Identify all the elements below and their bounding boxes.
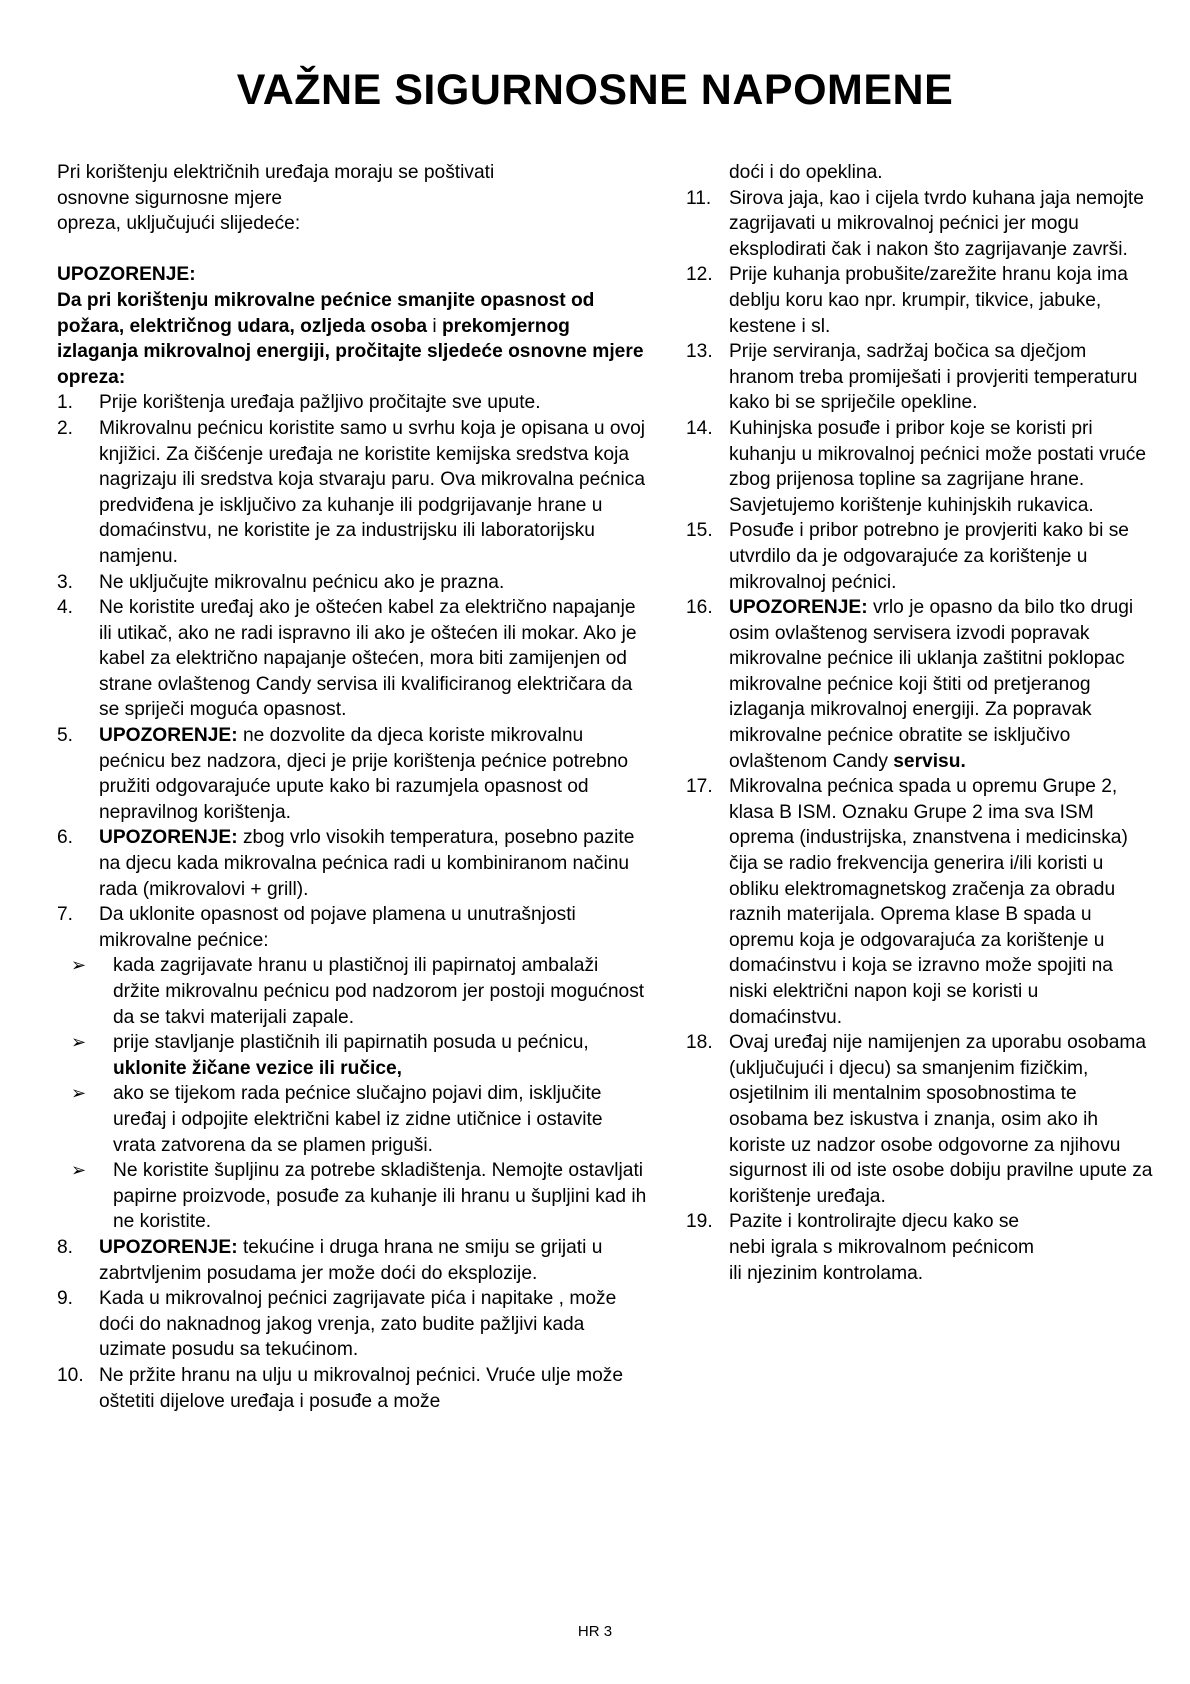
bullet-item: ➢ Ne koristite šupljinu za potrebe skladištenja. Nemojte ostavljati papirne proizvode, posuđe za kuhanje ili hranu u šupljini kad ih ne koristite. bbox=[71, 1160, 647, 1233]
list-item: 10. Ne pržite hranu na ulju u mikrovalnoj pećnici. Vruće ulje može oštetiti dijelove uređaja i posuđe a može bbox=[57, 1364, 624, 1412]
right-column bbox=[686, 160, 1156, 1286]
list-item: 4. Ne koristite uređaj ako je oštećen kabel za električno napajanje ili utikač, ako ne radi ispravno ili ako je oštećen ili mokar. Ako je kabel za električno napajanje oštećen, mora biti zamijenjen od strane ovlaštenog Candy servisa ili kvalificiranog električara da se spriječi moguća opasnost. bbox=[57, 597, 637, 721]
warning-heading: UPOZORENJE: bbox=[57, 264, 196, 286]
list-item: 1. Prije korištenja uređaja pažljivo pročitajte sve upute. bbox=[57, 392, 541, 414]
list-item: 11. Sirova jaja, kao i cijela tvrdo kuhana jaja nemojte zagrijavati u mikrovalnoj pećnici jer mogu eksplodirati čak i nakon što zagrijavanje završi. bbox=[686, 187, 1144, 260]
list-item: 6. UPOZORENJE: zbog vrlo visokih temperatura, posebno pazite na djecu kada mikrovalna pećnica radi u kombiniranom načinu rada (mikrovalovi + grill). bbox=[57, 827, 635, 900]
list-item: 5. UPOZORENJE: ne dozvolite da djeca koriste mikrovalnu pećnicu bez nadzora, djeci je prije korištenja pećnice potrebno pružiti odgovarajuće upute kako bi razumjela opasnost od nepravilnog korištenja. bbox=[57, 725, 629, 823]
list-item: 17. Mikrovalna pećnica spada u opremu Grupe 2, klasa B ISM. Oznaku Grupe 2 ima sva ISM oprema (industrijska, znanstvena i medicinska) čija se radio frekvencija generira i/ili koristi u obliku elektromagnetskog zračenja za obradu raznih materijala. Oprema klase B spada u opremu koja je odgovarajuća za korištenje u domaćinstvu i koja se izravno može spojiti na niski električni napon koji se koristi u domaćinstvu. bbox=[686, 776, 1128, 1028]
list-item: 16. UPOZORENJE: vrlo je opasno da bilo tko drugi osim ovlaštenog servisera izvodi popravak mikrovalne pećnice ili uklanja zaštitni poklopac mikrovalne pećnice koji štiti od pretjeranog izlaganja mikrovalnoj energiji. Za popravak mikrovalne pećnice obratite se isključivo ovlaštenom Candy servisu. bbox=[686, 597, 1134, 772]
list-item: 7. Da uklonite opasnost od pojave plamena u unutrašnjosti mikrovalne pećnice: bbox=[57, 904, 576, 951]
page-number: HR 3 bbox=[577, 1623, 613, 1640]
bullet-item: ➢ kada zagrijavate hranu u plastičnoj ili papirnatoj ambalaži držite mikrovalnu pećnicu pod nadzorom jer postoji mogućnost da se takvi materijali zapale. bbox=[71, 955, 645, 1028]
list-item: 8. UPOZORENJE: tekućine i druga hrana ne smiju se grijati u zabrtvljenim posudama jer može doći do eksplozije. bbox=[57, 1236, 603, 1284]
arrow-bullet-icon: ➢ bbox=[71, 1160, 87, 1181]
list-item: 19. Pazite i kontrolirajte djecu kako se nebi igrala s mikrovalnom pećnicom ili njezinim kontrolama. bbox=[686, 1211, 1034, 1284]
list-item: 18. Ovaj uređaj nije namijenjen za uporabu osobama (uključujući i djecu) sa smanjenim fizičkim, osjetilnim ili mentalnim sposobnostima te osobama bez iskustva i znanja, osim ako ih koriste uz nadzor osobe odgovorne za njihovu sigurnost ili od iste osobe dobiju pravilne upute za korištenje uređaja. bbox=[686, 1032, 1153, 1207]
intro-line: osnovne sigurnosne mjere bbox=[57, 187, 283, 209]
list-item: 13. Prije serviranja, sadržaj bočica sa dječjom hranom treba promiješati i provjeriti temperaturu kako bi se spriječile opekline. bbox=[686, 341, 1138, 414]
intro-line: Pri korištenju električnih uređaja moraju se poštivati bbox=[57, 162, 495, 183]
page-title: VAŽNE SIGURNOSNE NAPOMENE bbox=[236, 66, 954, 114]
left-column bbox=[57, 160, 647, 1414]
list-item: 14. Kuhinjska posuđe i pribor koje se koristi pri kuhanju u mikrovalnoj pećnici može postati vruće zbog prijenosa topline sa zagrijane hrane. Savjetujemo korištenje kuhinjskih rukavica. bbox=[686, 417, 1147, 516]
intro-line: opreza, uključujući slijedeće: bbox=[57, 213, 301, 235]
arrow-bullet-icon: ➢ bbox=[71, 955, 87, 976]
list-item: 2. Mikrovalnu pećnicu koristite samo u svrhu koja je opisana u ovoj knjižici. Za čišćenje uređaja ne koristite kemijska sredstva koja nagrizaju ili sredstva koja stvaraju paru. Ova mikrovalna pećnica predviđena je isključivo za kuhanje ili podgrijavanje hrane u domaćinstvu, ne koristite je za industrijsku ili laboratorijsku namjenu. bbox=[57, 417, 646, 567]
warning-text: Da pri korištenju mikrovalne pećnice smanjite opasnost od požara, električnog udara, ozljeda osoba i prekomjernog izlaganja mikrovalnoj energiji, pročitajte sljedeće osnovne mjere opreza: bbox=[57, 289, 644, 388]
list-item: 3. Ne uključujte mikrovalnu pećnicu ako je prazna. bbox=[57, 571, 505, 593]
list-item: 15. Posuđe i pribor potrebno je provjeriti kako bi se utvrdilo da je odgovarajuće za korištenje u mikrovalnoj pećnici. bbox=[686, 520, 1129, 593]
bullet-item: ➢ prije stavljanje plastičnih ili papirnatih posuda u pećnicu, uklonite žičane vezice ili ručice, bbox=[71, 1032, 589, 1079]
list-item: 12. Prije kuhanja probušite/zarežite hranu koja ima deblju koru kao npr. krumpir, tikvice, jabuke, kestene i sl. bbox=[686, 264, 1128, 337]
arrow-bullet-icon: ➢ bbox=[71, 1032, 87, 1053]
list-item-continuation: doći i do opeklina. bbox=[729, 162, 883, 183]
list-item: 9. Kada u mikrovalnoj pećnici zagrijavate pića i napitake , može doći do naknadnog jakog vrenja, zato budite pažljivi kada uzimate posudu sa tekućinom. bbox=[57, 1288, 617, 1361]
arrow-bullet-icon: ➢ bbox=[71, 1083, 87, 1104]
bullet-item: ➢ ako se tijekom rada pećnice slučajno pojavi dim, isključite uređaj i odpojite električni kabel iz zidne utičnice i ostavite vrata zatvorena da se plamen priguši. bbox=[71, 1083, 603, 1156]
